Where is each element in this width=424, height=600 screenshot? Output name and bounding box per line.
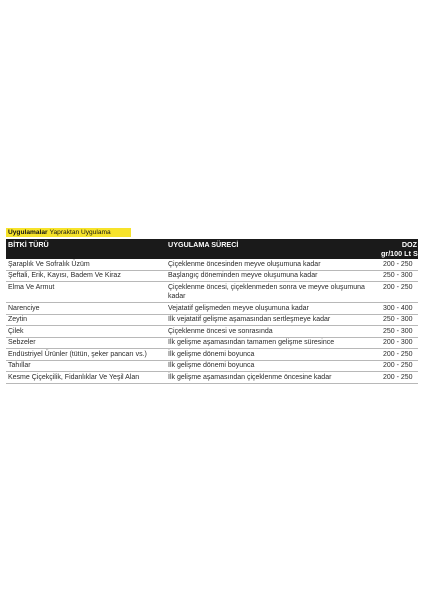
cell-plant: Şeftali, Erik, Kayısı, Badem Ve Kiraz [6,270,166,282]
dosage-table [6,239,423,384]
table-row [6,270,418,282]
section-subtitle: Yapraktan Uygulama [49,229,111,236]
cell-plant: Zeytin [6,314,166,326]
header-dose [379,239,423,259]
cell-process: Çiçeklenme öncesi ve sonrasında [166,326,379,338]
table-row [6,349,418,361]
cell-process: İlk vejatatif gelişme aşamasından sertleşmeye kadar [166,314,379,326]
table-row [6,337,418,349]
table-row [6,282,418,303]
section-tag [6,228,131,237]
cell-dose: 200 - 300 [379,337,418,349]
cell-dose: 300 - 400 [379,303,418,315]
table-row [6,303,418,315]
cell-dose: 200 - 250 [379,259,418,270]
cell-dose: 200 - 250 [379,282,418,303]
section-title: Uygulamalar [8,229,48,236]
cell-plant: Narenciye [6,303,166,315]
table-row [6,326,418,338]
cell-process: İlk gelişme dönemi boyunca [166,360,379,372]
cell-dose: 200 - 250 [379,360,418,372]
cell-process: İlk gelişme aşamasından çiçeklenme öncesine kadar [166,372,379,384]
cell-process: Vejatatif gelişmeden meyve oluşumuna kadar [166,303,379,315]
cell-process: Çiçeklenme öncesinden meyve oluşumuna kadar [166,259,379,270]
cell-dose: 250 - 300 [379,270,418,282]
cell-plant: Çilek [6,326,166,338]
cell-plant: Endüstriyel Ürünler (tütün, şeker pancarı vs.) [6,349,166,361]
cell-dose: 250 - 300 [379,326,418,338]
table-header-row [6,239,418,259]
table-row [6,360,418,372]
application-table-document [6,221,423,384]
cell-process: İlk gelişme aşamasından tamamen gelişme süresince [166,337,379,349]
cell-plant: Elma Ve Armut [6,282,166,303]
cell-plant: Kesme Çiçekçilik, Fidanlıklar Ve Yeşil Alan [6,372,166,384]
cell-plant: Tahıllar [6,360,166,372]
header-process: UYGULAMA SÜRECİ [168,240,239,249]
cell-process: Çiçeklenme öncesi, çiçeklenmeden sonra ve meyve oluşumuna kadar [166,282,379,303]
cell-plant: Şaraplık Ve Sofralık Üzüm [6,259,166,270]
cell-process: İlk gelişme dönemi boyunca [166,349,379,361]
header-plant: BİTKİ TÜRÜ [8,240,49,249]
cell-process: Başlangıç döneminden meyve oluşumuna kadar [166,270,379,282]
cell-dose: 200 - 250 [379,372,418,384]
table-row [6,259,418,270]
table-row [6,372,418,384]
cell-plant: Sebzeler [6,337,166,349]
header-dose-line2: gr/100 Lt Su [381,248,423,258]
header-dose-line1: DOZ [401,240,417,249]
cell-dose: 250 - 300 [379,314,418,326]
table-row [6,314,418,326]
cell-dose: 200 - 250 [379,349,418,361]
